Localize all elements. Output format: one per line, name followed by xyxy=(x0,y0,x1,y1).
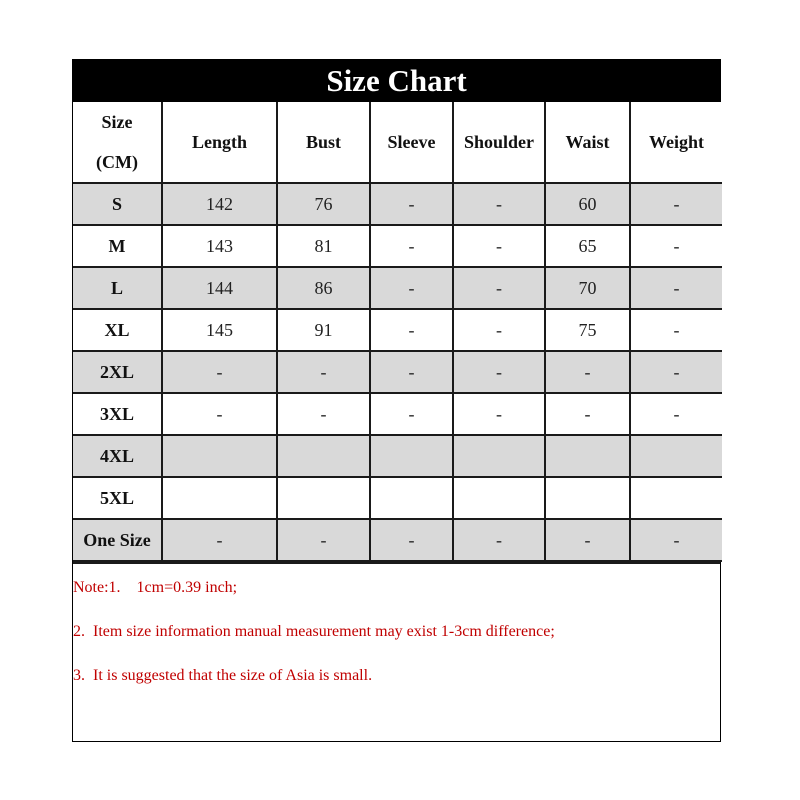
table-row xyxy=(73,309,722,351)
value-cell: 86 xyxy=(277,267,370,309)
table-row xyxy=(73,225,722,267)
value-cell: - xyxy=(370,351,453,393)
size-cell: One Size xyxy=(73,519,162,561)
value-cell xyxy=(545,477,630,519)
value-cell: - xyxy=(630,309,722,351)
table-row xyxy=(73,519,722,561)
value-cell: - xyxy=(370,309,453,351)
note-2: 2. Item size information manual measurement may exist 1-3cm difference; xyxy=(73,623,555,640)
size-cell: M xyxy=(73,225,162,267)
size-cell: XL xyxy=(73,309,162,351)
table-row xyxy=(73,477,722,519)
value-cell xyxy=(630,435,722,477)
value-cell: - xyxy=(453,519,545,561)
value-cell: 91 xyxy=(277,309,370,351)
size-cell: 4XL xyxy=(73,435,162,477)
header-length: Length xyxy=(162,102,277,183)
value-cell: - xyxy=(162,519,277,561)
value-cell xyxy=(162,477,277,519)
value-cell: 76 xyxy=(277,183,370,225)
size-cell: 2XL xyxy=(73,351,162,393)
value-cell xyxy=(453,435,545,477)
value-cell: 142 xyxy=(162,183,277,225)
size-cell: L xyxy=(73,267,162,309)
value-cell: - xyxy=(277,393,370,435)
value-cell xyxy=(162,435,277,477)
value-cell xyxy=(277,477,370,519)
value-cell xyxy=(277,435,370,477)
note-1: Note:1. 1cm=0.39 inch; xyxy=(73,579,238,596)
header-waist: Waist xyxy=(545,102,630,183)
header-weight: Weight xyxy=(630,102,722,183)
value-cell xyxy=(630,477,722,519)
size-cell: 3XL xyxy=(73,393,162,435)
header-size xyxy=(73,102,162,183)
size-chart xyxy=(72,59,721,742)
value-cell: 75 xyxy=(545,309,630,351)
value-cell: - xyxy=(630,351,722,393)
value-cell: - xyxy=(162,351,277,393)
size-cell: S xyxy=(73,183,162,225)
size-cell: 5XL xyxy=(73,477,162,519)
table-row xyxy=(73,435,722,477)
value-cell xyxy=(370,435,453,477)
value-cell: - xyxy=(277,351,370,393)
header-shoulder: Shoulder xyxy=(453,102,545,183)
header-size-unit: (CM) xyxy=(96,152,138,172)
note-3: 3. It is suggested that the size of Asia is small. xyxy=(73,667,373,684)
size-table xyxy=(73,102,722,562)
value-cell: - xyxy=(630,183,722,225)
header-sleeve: Sleeve xyxy=(370,102,453,183)
table-row xyxy=(73,183,722,225)
value-cell: - xyxy=(545,393,630,435)
chart-title: Size Chart xyxy=(73,60,720,102)
value-cell: - xyxy=(453,267,545,309)
value-cell: - xyxy=(370,183,453,225)
value-cell: - xyxy=(370,267,453,309)
value-cell: 143 xyxy=(162,225,277,267)
value-cell: - xyxy=(630,393,722,435)
value-cell xyxy=(453,477,545,519)
table-row xyxy=(73,393,722,435)
value-cell: - xyxy=(453,183,545,225)
value-cell: - xyxy=(370,393,453,435)
header-bust: Bust xyxy=(277,102,370,183)
value-cell: - xyxy=(162,393,277,435)
notes-section xyxy=(73,562,720,741)
value-cell: - xyxy=(630,519,722,561)
value-cell: - xyxy=(370,519,453,561)
value-cell: - xyxy=(277,519,370,561)
value-cell: - xyxy=(453,351,545,393)
value-cell: - xyxy=(545,519,630,561)
value-cell: - xyxy=(453,309,545,351)
value-cell: 145 xyxy=(162,309,277,351)
value-cell: 144 xyxy=(162,267,277,309)
table-row xyxy=(73,351,722,393)
table-row xyxy=(73,267,722,309)
value-cell: - xyxy=(453,225,545,267)
value-cell: - xyxy=(545,351,630,393)
value-cell: - xyxy=(630,225,722,267)
header-size-label: Size xyxy=(101,112,133,132)
header-row xyxy=(73,102,722,183)
value-cell: - xyxy=(370,225,453,267)
value-cell: 70 xyxy=(545,267,630,309)
value-cell xyxy=(545,435,630,477)
value-cell: - xyxy=(630,267,722,309)
value-cell xyxy=(370,477,453,519)
value-cell: 65 xyxy=(545,225,630,267)
value-cell: 60 xyxy=(545,183,630,225)
value-cell: 81 xyxy=(277,225,370,267)
value-cell: - xyxy=(453,393,545,435)
